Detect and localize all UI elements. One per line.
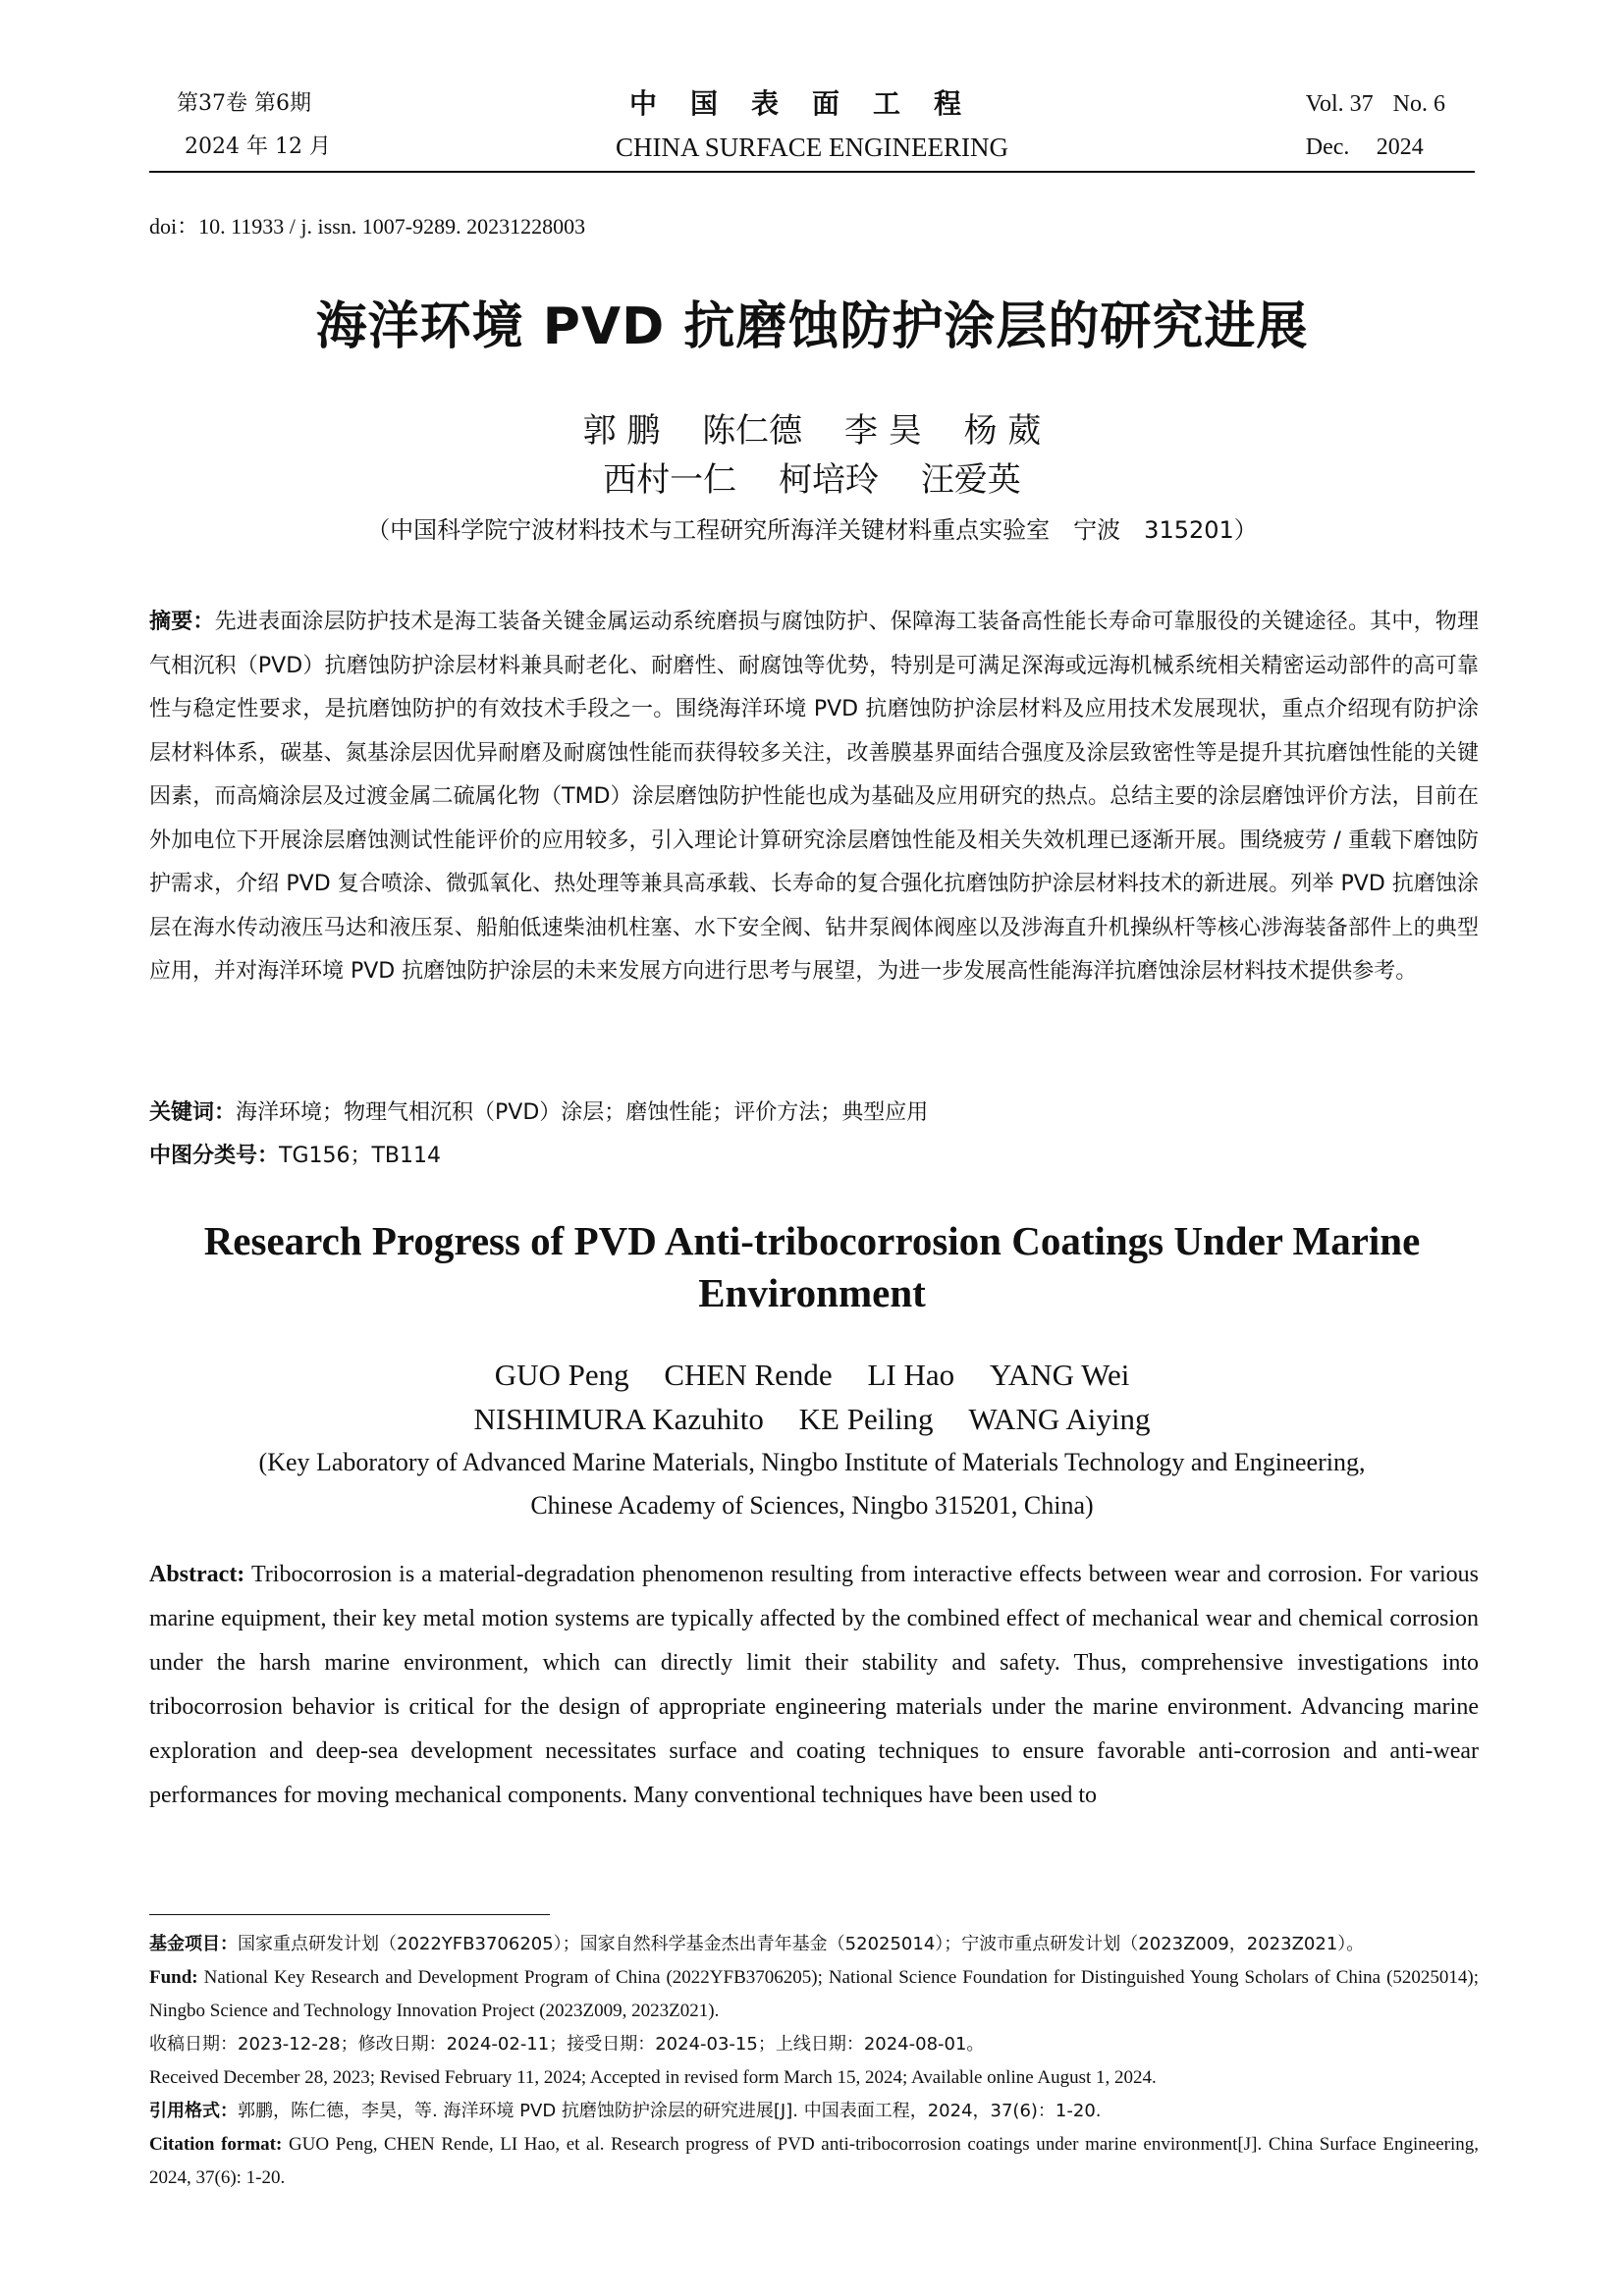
citation-cn xyxy=(149,2095,1479,2128)
volume-en: Vol. 37 xyxy=(1305,91,1374,117)
clc-cn-text: TG156；TB114 xyxy=(279,1144,442,1168)
keywords-cn-text: 海洋环境；物理气相沉积（PVD）涂层；磨蚀性能；评价方法；典型应用 xyxy=(236,1100,929,1125)
authors-cn xyxy=(149,406,1475,505)
header-center xyxy=(149,82,1475,169)
citation-cn-text: 郭鹏，陈仁德，李昊，等. 海洋环境 PVD 抗磨蚀防护涂层的研究进展[J]. 中国表面工程，2024，37(6)：1-20. xyxy=(238,2101,1102,2121)
abstract-cn-label: 摘要： xyxy=(149,610,215,634)
volume-issue-cn: 第37卷 第6期 xyxy=(177,91,311,116)
citation-en xyxy=(149,2128,1479,2195)
author-en: CHEN Rende xyxy=(664,1358,833,1392)
keywords-cn xyxy=(149,1092,1479,1135)
header-rule xyxy=(149,171,1475,173)
fund-cn-label: 基金项目： xyxy=(149,1934,238,1954)
header-right xyxy=(1306,82,1445,169)
citation-en-label: Citation format: xyxy=(149,2134,283,2155)
dates-en: Received December 28, 2023; Revised February 11, 2024; Accepted in revised form March 15, 2024; Available online August 1, 2024. xyxy=(149,2067,1157,2088)
abstract-cn-text: 先进表面涂层防护技术是海工装备关键金属运动系统磨损与腐蚀防护、保障海工装备高性能长寿命可靠服役的关键途径。其中，物理气相沉积（PVD）抗磨蚀防护涂层材料兼具耐老化、耐磨性、耐腐蚀等优势，特别是可满足深海或远海机械系统相关精密运动部件的高可靠性与稳定性要求，是抗磨蚀防护的有效技术手段之一。围绕海洋环境 PVD 抗磨蚀防护涂层材料及应用技术发展现状，重点介绍现有防护涂层材料体系，碳基、氮基涂层因优异耐磨及耐腐蚀性能而获得较多关注，改善膜基界面结合强度及涂层致密性等是提升其抗磨蚀性能的关键因素，而高熵涂层及过渡金属二硫属化物（TMD）涂层磨蚀防护性能也成为基础及应用研究的热点。总结主要的涂层磨蚀评价方法，目前在外加电位下开展涂层磨蚀测试性能评价的应用较多，引入理论计算研究涂层磨蚀性能及相关失效机理已逐渐开展。围绕疲劳 / 重载下磨蚀防护需求，介绍 PVD 复合喷涂、微弧氧化、热处理等兼具高承载、长寿命的复合强化抗磨蚀防护涂层材料技术的新进展。列举 PVD 抗磨蚀涂层在海水传动液压马达和液压泵、船舶低速柴油机柱塞、水下安全阀、钻井泵阀体阀座以及涉海直升机操纵杆等核心涉海装备部件上的典型应用，并对海洋环境 PVD 抗磨蚀防护涂层的未来发展方向进行思考与展望，为进一步发展高性能海洋抗磨蚀涂层材料技术提供参考。 xyxy=(149,610,1479,984)
author-cn: 郭 鹏 xyxy=(582,411,661,451)
affiliation-en-line-2: Chinese Academy of Sciences, Ningbo 315201, China) xyxy=(530,1491,1094,1520)
authors-en-line-1 xyxy=(149,1353,1475,1397)
running-header xyxy=(149,82,1475,171)
author-en: LI Hao xyxy=(867,1358,955,1392)
year-en: 2024 xyxy=(1376,134,1424,160)
authors-en-line-2 xyxy=(149,1397,1475,1441)
issue-en: No. 6 xyxy=(1392,91,1445,117)
affiliation-cn: （中国科学院宁波材料技术与工程研究所海洋关键材料重点实验室 宁波 315201） xyxy=(366,516,1258,544)
keywords-block xyxy=(149,1092,1479,1178)
keywords-cn-label: 关键词： xyxy=(149,1100,237,1125)
author-cn: 汪爱英 xyxy=(920,460,1021,500)
author-cn: 李 昊 xyxy=(844,411,922,451)
authors-cn-line-1 xyxy=(149,406,1475,455)
clc-cn xyxy=(149,1135,1479,1178)
citation-en-text: GUO Peng, CHEN Rende, LI Hao, et al. Research progress of PVD anti-tribocorrosion coatings under marine environment[J]. China Surface Engineering, 2024, 37(6): 1-20. xyxy=(149,2134,1480,2188)
author-en: YANG Wei xyxy=(989,1358,1130,1392)
citation-cn-label: 引用格式： xyxy=(149,2101,238,2121)
title-cn: 海洋环境 PVD 抗磨蚀防护涂层的研究进展 xyxy=(315,297,1309,356)
journal-name-cn: 中国表面工程 xyxy=(628,87,995,120)
author-en: GUO Peng xyxy=(494,1358,629,1392)
fund-cn xyxy=(149,1928,1479,1961)
clc-cn-label: 中图分类号： xyxy=(149,1144,280,1168)
authors-cn-line-2 xyxy=(149,455,1475,505)
dates-cn: 收稿日期：2023-12-28；修改日期：2024-02-11；接受日期：2024-03-15；上线日期：2024-08-01。 xyxy=(149,2034,985,2055)
fund-en-label: Fund: xyxy=(149,1967,198,1988)
abstract-en xyxy=(149,1553,1479,1818)
author-cn: 陈仁德 xyxy=(702,411,803,451)
journal-name-en: CHINA SURFACE ENGINEERING xyxy=(615,133,1008,162)
month-en: Dec. xyxy=(1305,134,1350,160)
date-cn: 2024 年 12 月 xyxy=(185,134,331,159)
fund-cn-text: 国家重点研发计划（2022YFB3706205）；国家自然科学基金杰出青年基金（52025014）；宁波市重点研发计划（2023Z009，2023Z021）。 xyxy=(238,1934,1365,1954)
fund-en-text: National Key Research and Development Program of China (2022YFB3706205); National Science Foundation for Distinguished Young Scholars of China (52025014); Ningbo Science and Technology Innovation Project (2023Z009, 2023Z021). xyxy=(149,1967,1479,2021)
author-en: WANG Aiying xyxy=(968,1402,1151,1436)
authors-en xyxy=(149,1353,1475,1441)
footnote-rule xyxy=(149,1914,550,1915)
abstract-cn xyxy=(149,601,1479,994)
title-en: Research Progress of PVD Anti-tribocorrosion Coatings Under Marine Environment xyxy=(203,1218,1421,1315)
abstract-en-label: Abstract: xyxy=(149,1562,245,1587)
doi: doi：10. 11933 / j. issn. 1007-9289. 20231228003 xyxy=(149,214,586,239)
author-cn: 西村一仁 xyxy=(603,460,737,500)
author-en: NISHIMURA Kazuhito xyxy=(473,1402,764,1436)
affiliation-en xyxy=(149,1441,1475,1527)
abstract-en-text: Tribocorrosion is a material-degradation phenomenon resulting from interactive effects between wear and corrosion. For various marine equipment, their key metal motion systems are typically affected by the combined effect of mechanical wear and chemical corrosion under the harsh marine environment, which can directly limit their stability and safety. Thus, comprehensive investigations into tribocorrosion behavior is critical for the design of appropriate engineering materials under the marine environment. Advancing marine exploration and deep-sea development necessitates surface and coating techniques to ensure favorable anti-corrosion and anti-wear performances for moving mechanical components. Many conventional techniques have been used to xyxy=(149,1562,1479,1808)
affiliation-en-line-1: (Key Laboratory of Advanced Marine Materials, Ningbo Institute of Materials Technology and Engineering, xyxy=(258,1448,1366,1476)
footnotes xyxy=(149,1928,1479,2195)
author-cn: 杨 葳 xyxy=(963,411,1042,451)
fund-en xyxy=(149,1961,1479,2028)
author-cn: 柯培玲 xyxy=(779,460,879,500)
author-en: KE Peiling xyxy=(798,1402,934,1436)
